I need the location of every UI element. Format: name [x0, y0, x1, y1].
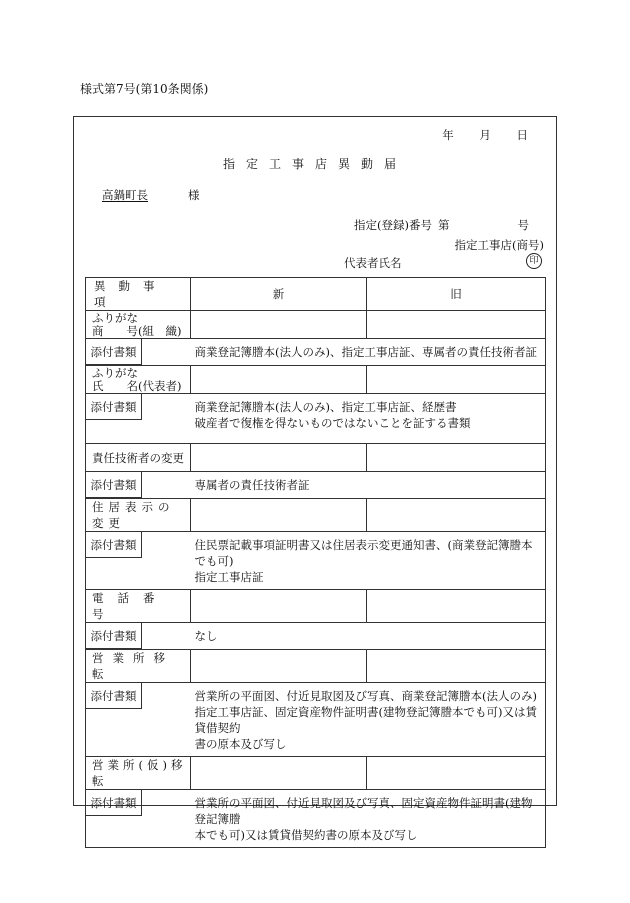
table-row: [86, 499, 546, 532]
attachment-text: [191, 472, 546, 499]
attachment-text: [191, 339, 546, 366]
addressee-honorific: 様: [188, 188, 200, 202]
attachment-row: [86, 532, 546, 590]
registration-ban: 第: [437, 218, 450, 232]
item-label: 営業所(仮)移転: [86, 757, 191, 790]
furigana-label: ふりがな: [92, 366, 138, 380]
old-value-cell[interactable]: [367, 650, 546, 683]
attachment-line: 指定工事店証: [194, 570, 264, 584]
attachment-row: [86, 790, 546, 848]
old-value-cell[interactable]: [367, 444, 546, 472]
attachment-row: [86, 472, 546, 499]
item-label-text: 商 号(組 織): [92, 324, 182, 338]
attachment-line: 書の原本及び写し: [194, 737, 287, 751]
attachment-text: [191, 532, 546, 590]
table-header-row: [86, 278, 546, 311]
new-value-cell[interactable]: [191, 650, 367, 683]
attachment-line: 専属者の責任技術者証: [194, 478, 310, 492]
attachment-label-cell: [86, 790, 191, 848]
attachment-label: 添付書類: [86, 623, 142, 649]
attachment-line: 破産者で復権を得ないものではないことを証する書類: [194, 416, 471, 430]
header-new: 新: [191, 278, 367, 311]
year-label: 年: [442, 128, 454, 142]
attachment-line: 営業所の平面図、付近見取図及び写真、固定資産物件証明書(建物登記簿謄: [194, 796, 533, 826]
new-value-cell[interactable]: [191, 311, 367, 339]
attachment-text: [191, 394, 546, 444]
attachment-row: [86, 394, 546, 444]
attachment-line: 営業所の平面図、付近見取図及び写真、商業登記簿謄本(法人のみ): [194, 689, 537, 703]
registration-number-line: [354, 217, 529, 233]
registration-go: 号: [517, 218, 529, 232]
attachment-row: [86, 683, 546, 757]
old-value-cell[interactable]: [367, 590, 546, 623]
attachment-line: 指定工事店証、固定資産物件証明書(建物登記簿謄本でも可)又は賃貸借契約: [194, 705, 537, 735]
new-value-cell[interactable]: [191, 444, 367, 472]
new-value-cell[interactable]: [191, 499, 367, 532]
header-item: 異動事項: [86, 278, 191, 311]
item-label: 営業所移転: [86, 650, 191, 683]
attachment-label-cell: [86, 532, 191, 590]
attachment-label-cell: [86, 394, 191, 444]
attachment-row: [86, 623, 546, 650]
item-label-text: 氏 名(代表者): [92, 379, 182, 393]
item-label: 電話番号: [86, 590, 191, 623]
table-row: [86, 444, 546, 472]
old-value-cell[interactable]: [367, 499, 546, 532]
attachment-label: 添付書類: [86, 532, 142, 558]
item-label: [86, 311, 191, 339]
table-row: [86, 311, 546, 339]
attachment-line: 商業登記簿謄本(法人のみ)、指定工事店証、専属者の責任技術者証: [194, 345, 537, 359]
table-row: [86, 590, 546, 623]
new-value-cell[interactable]: [191, 590, 367, 623]
attachment-text: [191, 683, 546, 757]
attachment-label: 添付書類: [86, 394, 142, 420]
attachment-label: 添付書類: [86, 683, 142, 709]
attachment-label-cell: [86, 339, 191, 366]
registration-number-label: 指定(登録)番号: [354, 218, 432, 232]
item-label: 責任技術者の変更: [86, 444, 191, 472]
date-line: [420, 127, 528, 143]
attachment-label-cell: [86, 683, 191, 757]
attachment-line: 本でも可)又は賃貸借契約書の原本及び写し: [194, 828, 418, 842]
contractor-name-label: 指定工事店(商号): [454, 238, 544, 252]
representative-name-label: 代表者氏名: [344, 256, 402, 270]
document-title: 指定工事店異動届: [222, 157, 407, 171]
table-row: [86, 366, 546, 394]
item-label: [86, 366, 191, 394]
table-row: [86, 650, 546, 683]
addressee: [102, 187, 200, 203]
old-value-cell[interactable]: [367, 311, 546, 339]
header-old: 旧: [367, 278, 546, 311]
form-frame: [73, 116, 557, 842]
addressee-name: 高鍋町長: [102, 188, 148, 202]
attachment-label-cell: [86, 623, 191, 650]
attachment-line: 住民票記載事項証明書又は住居表示変更通知書、(商業登記簿謄本でも可): [194, 538, 533, 568]
old-value-cell[interactable]: [367, 757, 546, 790]
furigana-label: ふりがな: [92, 311, 138, 325]
change-items-table: [85, 277, 546, 848]
form-number-label: 様式第7号(第10条関係): [80, 82, 209, 96]
table-row: [86, 757, 546, 790]
old-value-cell[interactable]: [367, 366, 546, 394]
item-label: 住居表示の変更: [86, 499, 191, 532]
attachment-label-cell: [86, 472, 191, 499]
attachment-line: 商業登記簿謄本(法人のみ)、指定工事店証、経歴書: [194, 400, 457, 414]
attachment-label: 添付書類: [86, 472, 142, 498]
attachment-label: 添付書類: [86, 790, 142, 816]
new-value-cell[interactable]: [191, 757, 367, 790]
attachment-line: なし: [194, 629, 218, 643]
attachment-label: 添付書類: [86, 339, 142, 365]
attachment-text: [191, 790, 546, 848]
seal-mark: 印: [526, 253, 542, 269]
attachment-text: [191, 623, 546, 650]
month-label: 月: [479, 128, 491, 142]
day-label: 日: [516, 128, 528, 142]
attachment-row: [86, 339, 546, 366]
new-value-cell[interactable]: [191, 366, 367, 394]
